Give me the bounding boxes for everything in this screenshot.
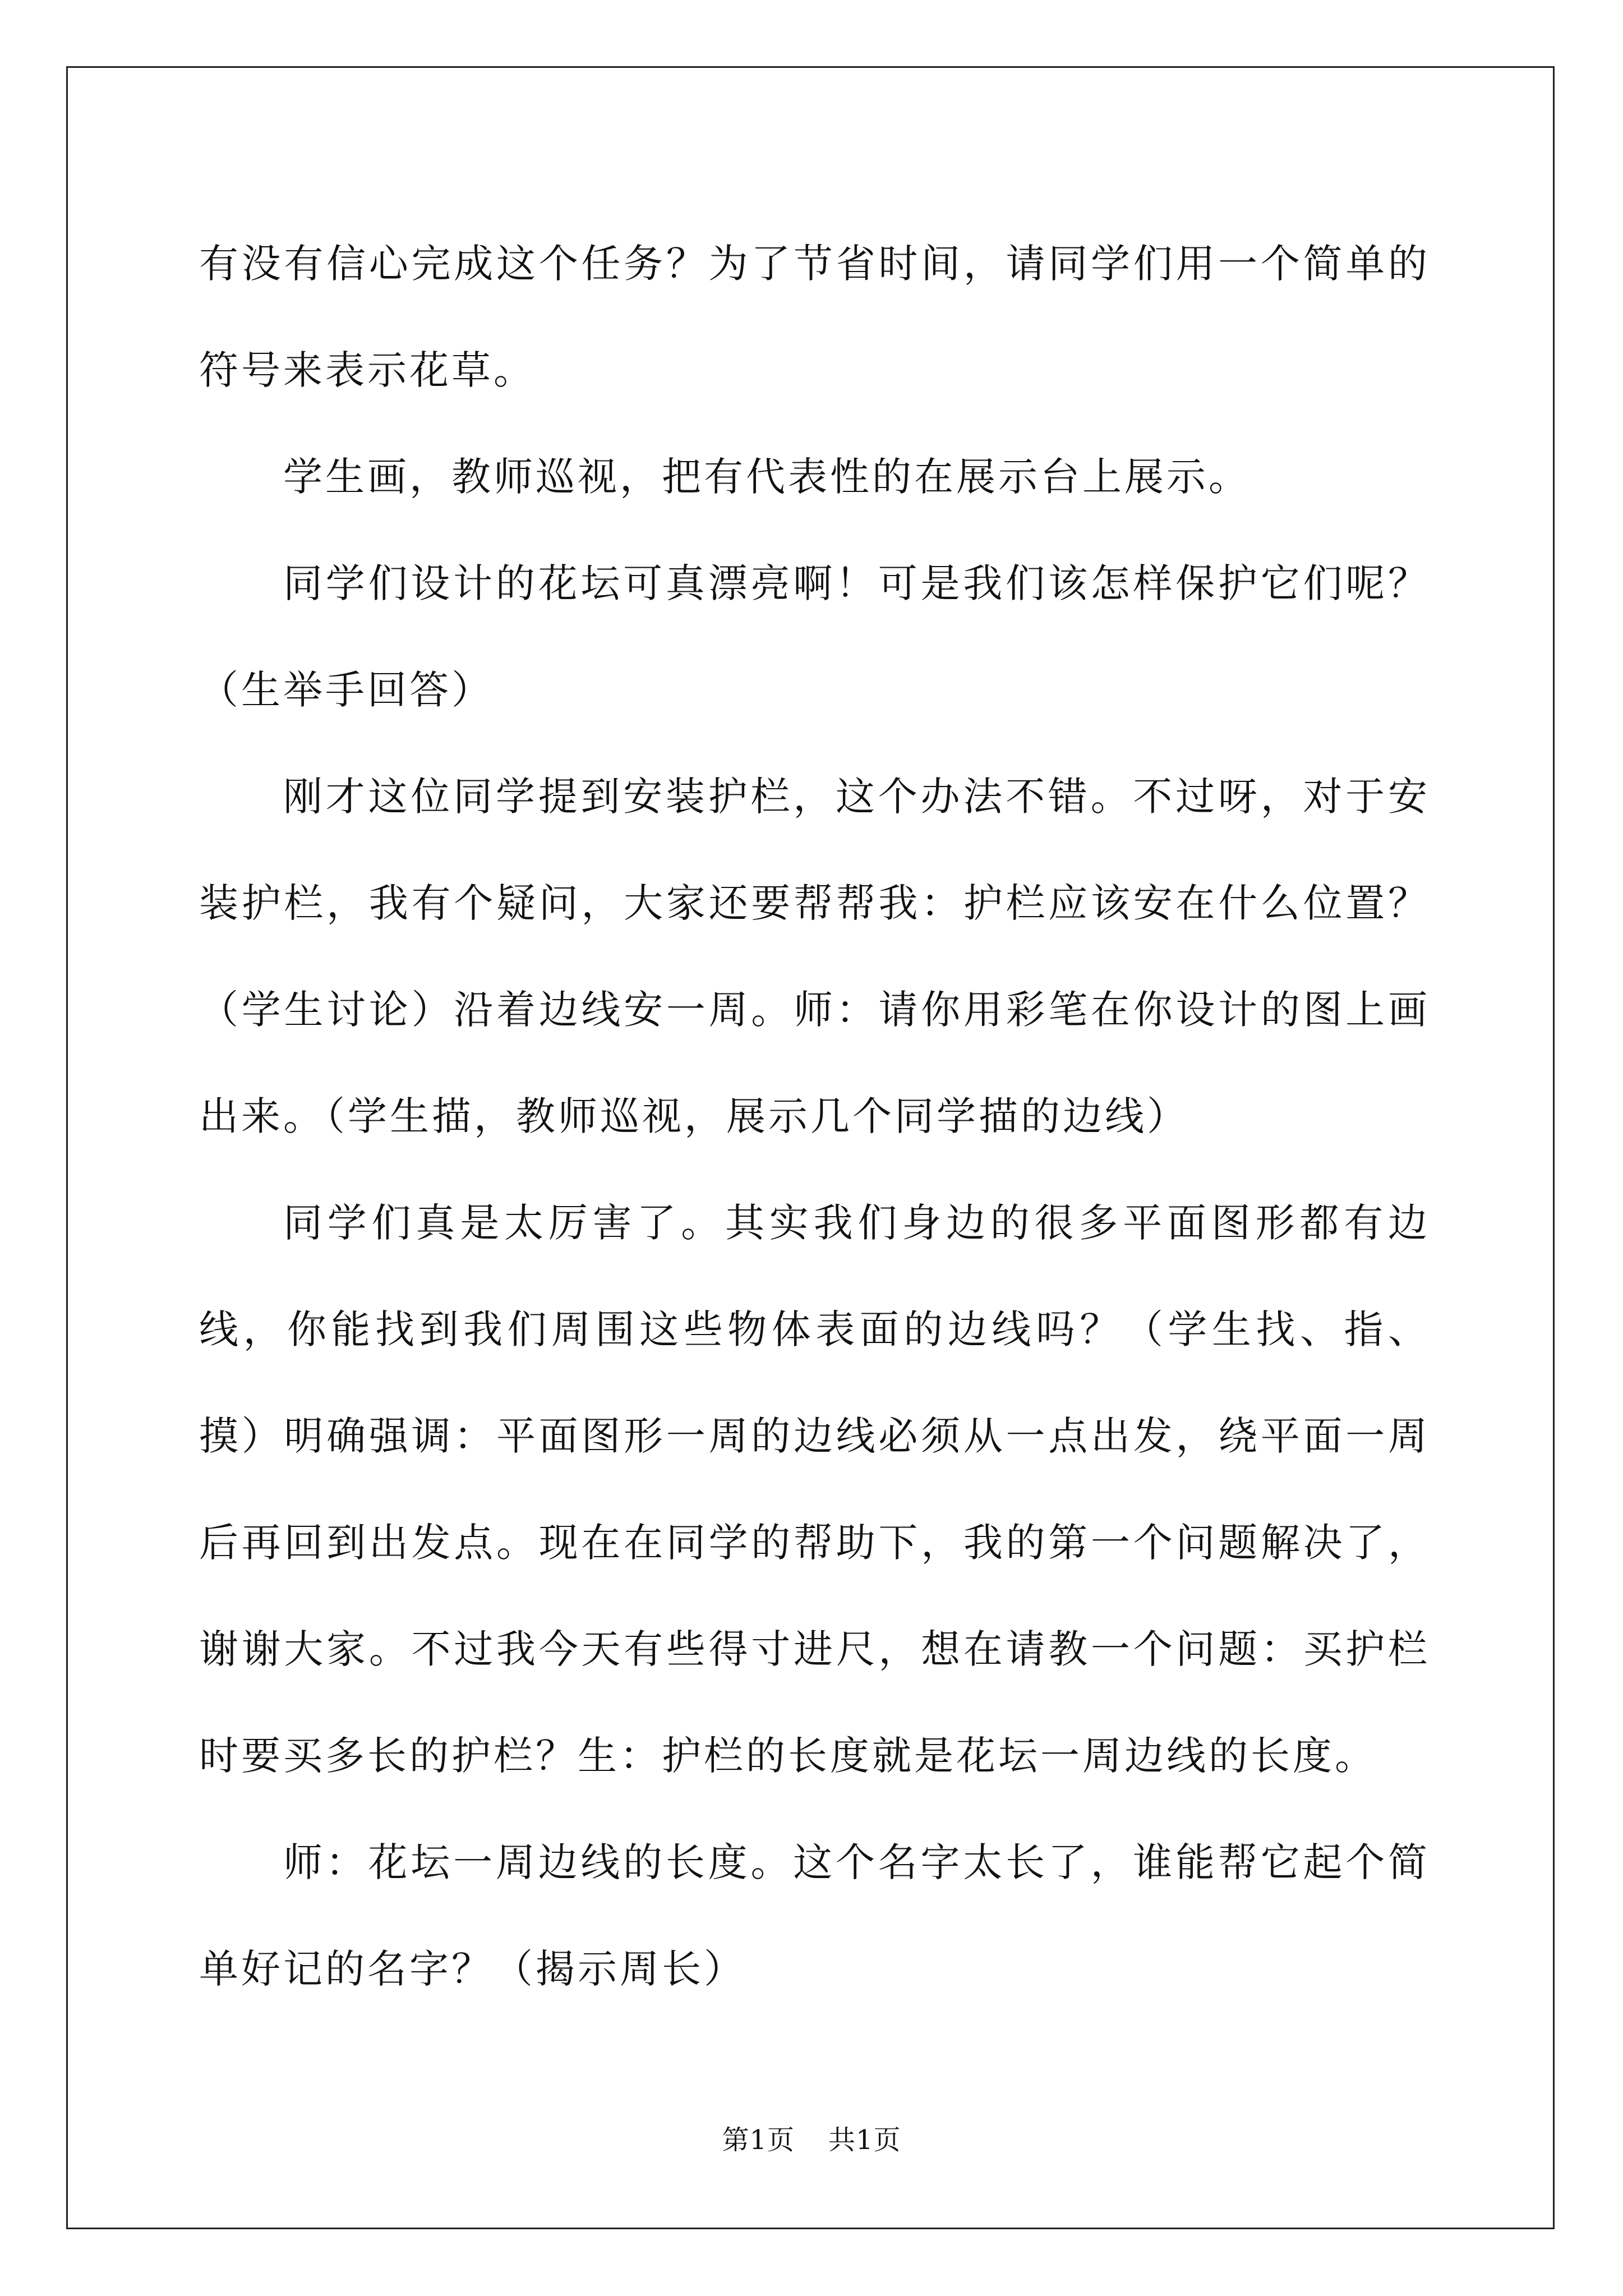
page-number: 第1页 <box>722 2124 795 2156</box>
paragraph-2: 学生画，教师巡视，把有代表性的在展示台上展示。 <box>283 454 1251 500</box>
paragraph-5: 同学们真是太厉害了。其实我们身边的很多平面图形都有边线，你能找到我们周围这些物体表面的边线吗？（学生找、指、摸）明确强调：平面图形一周的边线必须从一点出发，绕平面一周后再回到出发点。现在在同学的帮助下，我的第一个问题解决了，谢谢大家。不过我今天有些得寸进尺，想在请教一个问题：买护栏时要买多长的护栏？生：护栏的长度就是花坛一周边线的长度。 <box>199 1200 1430 1779</box>
paragraph-1: 有没有信心完成这个任务？为了节省时间，请同学们用一个简单的符号来表示花草。 <box>199 241 1430 393</box>
page-footer <box>0 2123 1623 2157</box>
document-body <box>199 210 1430 2022</box>
paragraph-6: 师：花坛一周边线的长度。这个名字太长了，谁能帮它起个简单好记的名字？（揭示周长） <box>199 1839 1430 1992</box>
paragraph-4: 刚才这位同学提到安装护栏，这个办法不错。不过呀，对于安装护栏，我有个疑问，大家还要帮帮我：护栏应该安在什么位置？（学生讨论）沿着边线安一周。师：请你用彩笔在你设计的图上画出来。（学生描，教师巡视，展示几个同学描的边线） <box>199 774 1430 1139</box>
page-total: 共1页 <box>828 2124 901 2156</box>
paragraph-3: 同学们设计的花坛可真漂亮啊！可是我们该怎样保护它们呢？（生举手回答） <box>199 560 1430 713</box>
